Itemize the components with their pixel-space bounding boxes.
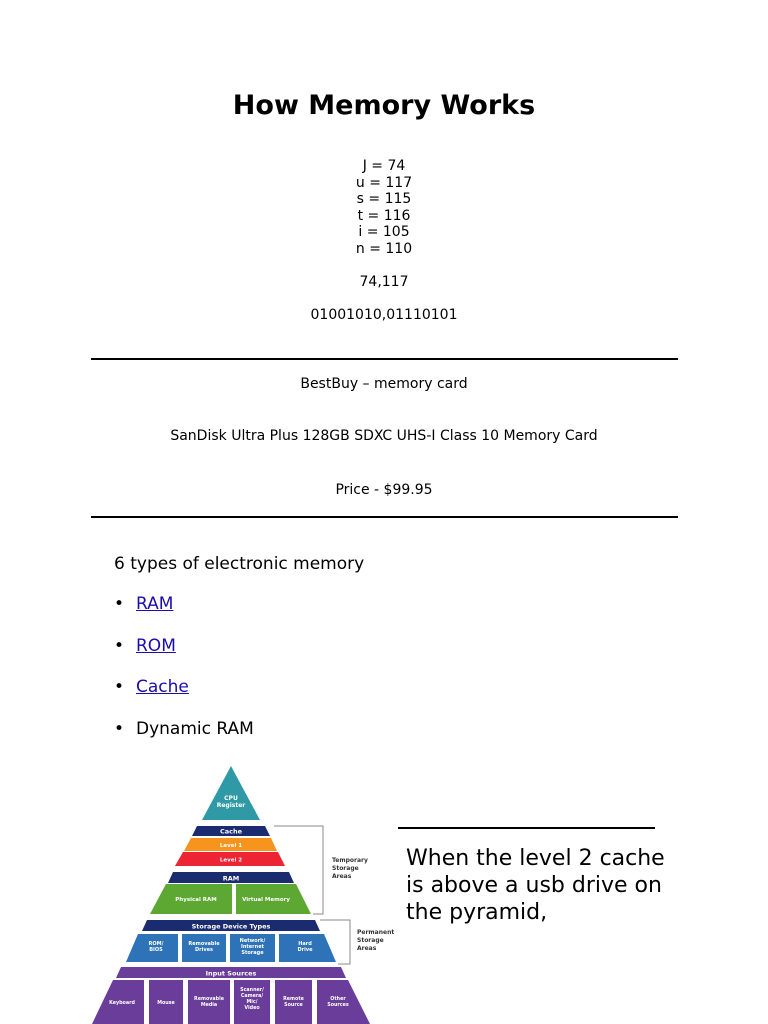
binary-line: 01001010,01110101: [310, 307, 458, 323]
note-divider: [398, 827, 655, 829]
char-code-line: i = 105: [358, 224, 410, 241]
physical-ram-label: Physical RAM: [175, 897, 217, 903]
bullet-icon: •: [114, 635, 125, 656]
hard-drive-label: Hard Drive: [297, 941, 313, 953]
product-price: Price - $99.95: [335, 482, 433, 498]
dynamic-ram-label: Dynamic RAM: [136, 719, 254, 740]
divider: [91, 358, 678, 360]
ram-link[interactable]: RAM: [136, 594, 174, 614]
char-code-list: [0, 158, 768, 258]
char-code-line: J = 74: [362, 158, 406, 174]
list-item: [114, 636, 254, 678]
other-sources-box: [317, 980, 370, 1024]
mouse-label: Mouse: [157, 1001, 175, 1006]
memory-hierarchy-pyramid: [88, 762, 400, 1024]
memory-list-heading: 6 types of electronic memory: [114, 554, 365, 574]
rom-link[interactable]: ROM: [136, 635, 176, 656]
rom-bios-label: ROM/ BIOS: [148, 941, 164, 953]
char-code-line: n = 110: [355, 240, 413, 257]
list-item: [114, 677, 254, 719]
remote-source-box: [275, 980, 312, 1024]
cache-label: Cache: [219, 827, 243, 836]
cpu-register-label: CPU Register: [216, 795, 246, 809]
virtual-memory-label: Virtual Memory: [242, 897, 290, 903]
removable-media-box: [188, 980, 230, 1024]
level-1-label: Level 1: [219, 843, 243, 849]
bullet-icon: •: [114, 677, 125, 698]
char-code-line: t = 116: [357, 207, 411, 224]
network-storage-label: Network/ Internet Storage: [239, 938, 266, 956]
decimal-line: 74,117: [359, 274, 409, 290]
storage-label: Storage Device Types: [191, 922, 271, 931]
scanner-label: Scanner/ Camera/ Mic/ Video: [240, 988, 264, 1011]
char-code-line: s = 115: [356, 191, 412, 208]
list-item: [114, 594, 254, 636]
keyboard-label: Keyboard: [109, 1001, 135, 1006]
bullet-icon: •: [114, 719, 125, 740]
bullet-icon: •: [114, 594, 125, 614]
memory-type-list: [114, 594, 254, 761]
level-2-label: Level 2: [219, 857, 243, 864]
divider: [91, 516, 678, 518]
temporary-storage-label: Temporary Storage Areas: [332, 857, 368, 880]
store-source: BestBuy – memory card: [300, 376, 468, 392]
note-text: When the level 2 cache is above a usb drive on the pyramid,: [406, 846, 665, 925]
ram-label: RAM: [222, 874, 240, 883]
cpu-register-tier: [202, 766, 260, 820]
list-item: [114, 719, 254, 761]
input-label: Input Sources: [205, 969, 257, 978]
removable-media-label: Removable Media: [194, 997, 224, 1008]
remote-source-label: Remote Source: [283, 997, 304, 1008]
product-name: SanDisk Ultra Plus 128GB SDXC UHS-I Class 10 Memory Card: [170, 428, 598, 444]
char-code-line: u = 117: [355, 174, 413, 191]
cache-link[interactable]: Cache: [136, 677, 189, 698]
other-sources-label: Other Sources: [327, 997, 349, 1008]
permanent-storage-label: Permanent Storage Areas: [357, 929, 395, 952]
page-title: How Memory Works: [232, 90, 536, 121]
removable-drives-label: Removable Drives: [188, 941, 220, 953]
